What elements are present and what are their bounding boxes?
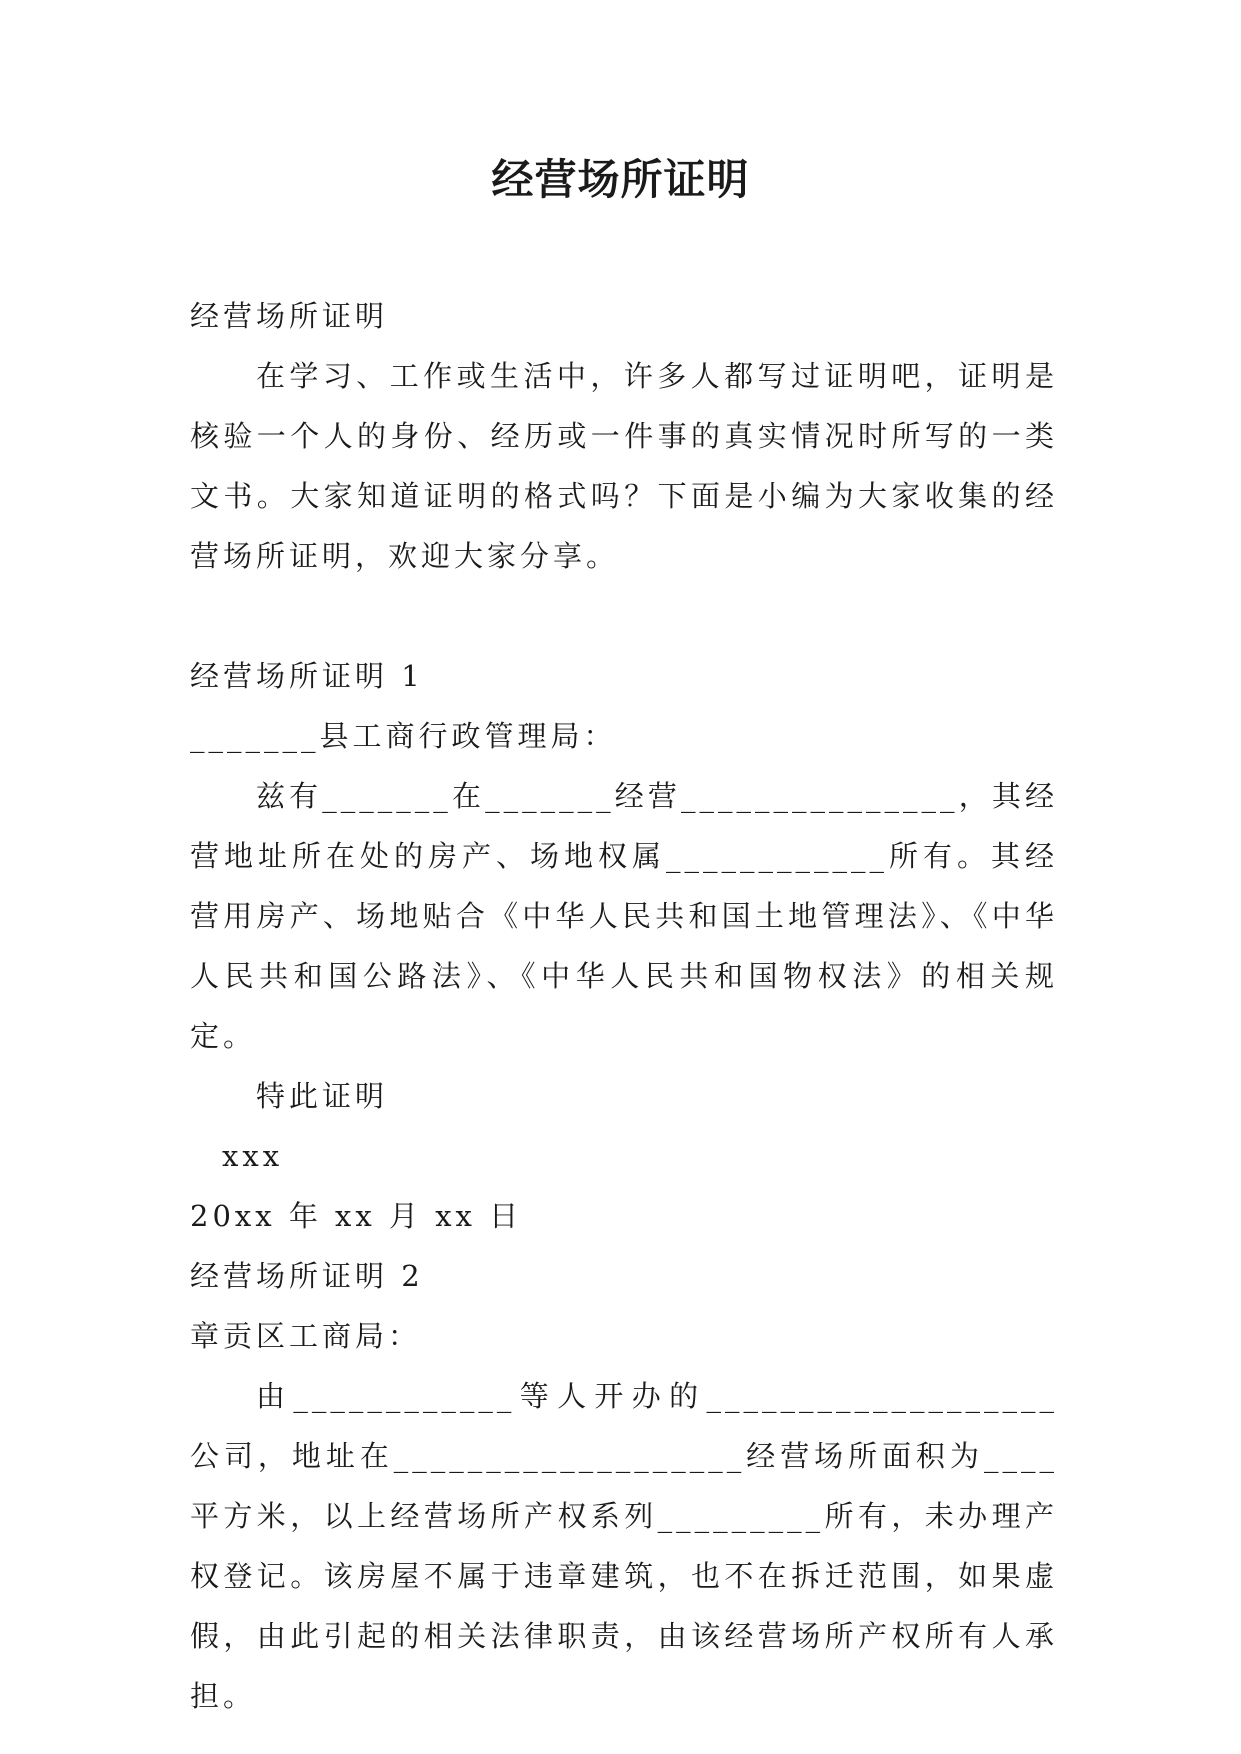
document-subtitle: 经营场所证明 xyxy=(190,299,389,333)
section2-addressee: 章贡区工商局： xyxy=(190,1319,422,1353)
intro-paragraph: 在学习、工作或生活中，许多人都写过证明吧，证明是核验一个人的身份、经历或一件事的真实情况时所写的一类文书。大家知道证明的格式吗？下面是小编为大家收集的经营场所证明，欢迎大家分享。 xyxy=(190,359,1058,573)
section1-closing: 特此证明 xyxy=(256,1079,389,1113)
section2-body: 由____________等人开办的___________________公司，地址在___________________经营场所面积为____平方米，以上经营场所产权系列_________所有，未办理产权登记。该房屋不属于违章建筑，也不在拆迁范围，如果虚假，由此引起的相关法律职责，由该经营场所产权所有人承担。 xyxy=(190,1379,1058,1713)
document-body xyxy=(190,286,1058,1726)
document-title: 经营场所证明 xyxy=(491,155,750,204)
section1-date: 20xx 年 xx 月 xx 日 xyxy=(190,1199,523,1233)
section1-body: 兹有_______在_______经营_______________，其经营地址所在处的房产、场地权属____________所有。其经营用房产、场地贴合《中华人民共和国土地管理法》、《中华人民共和国公路法》、《中华人民共和国物权法》的相关规定。 xyxy=(190,779,1058,1053)
paragraph-spacer xyxy=(190,586,1058,646)
section1-addressee: _______县工商行政管理局： xyxy=(190,719,617,753)
section1-heading: 经营场所证明 1 xyxy=(190,659,424,693)
section1-signer: xxx xyxy=(222,1139,284,1173)
section2-heading: 经营场所证明 2 xyxy=(190,1259,424,1293)
